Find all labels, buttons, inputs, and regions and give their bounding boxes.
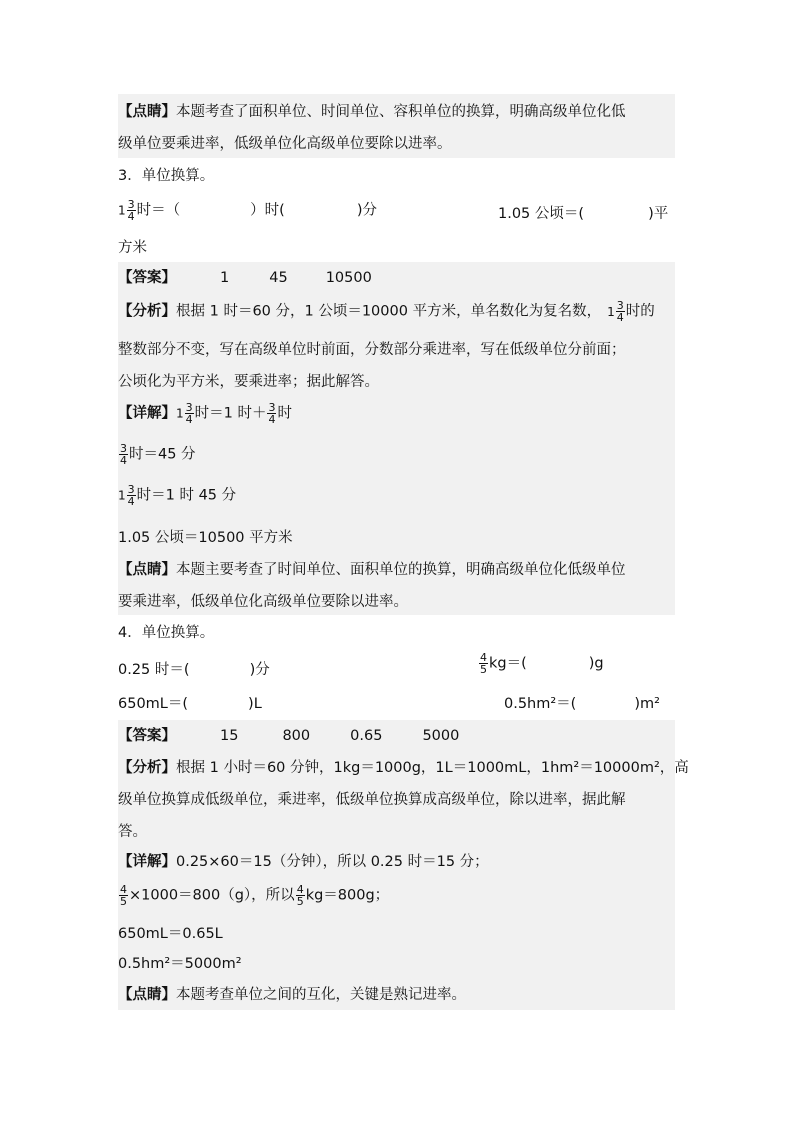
prev-dianjing-line-2 — [118, 134, 452, 154]
fraction-den: 5 — [480, 663, 487, 676]
q3-analysis-3 — [118, 372, 379, 392]
fraction-num: 3 — [616, 299, 624, 312]
fraction-den: 4 — [185, 413, 193, 426]
q4-dianjing — [118, 985, 466, 1005]
q3-text: )平 — [648, 206, 669, 222]
fraction — [479, 652, 488, 675]
answer-value: 15 — [220, 728, 239, 744]
q4-detail-4 — [118, 954, 242, 974]
fraction — [185, 402, 194, 425]
q4-text: )m² — [634, 696, 660, 712]
answer-label: 【答案】 — [118, 270, 176, 286]
analysis-text: 时的 — [625, 303, 655, 320]
q4-line-2 — [118, 694, 675, 714]
analysis-text: 级单位换算成低级单位，乘进率，低级单位换算成高级单位，除以进率，据此解 — [118, 792, 626, 808]
fraction-num: 4 — [296, 883, 304, 896]
fraction — [119, 443, 128, 466]
analysis-text: 根据 1 时＝60 分，1 公顷＝10000 平方米，单名数化为复名数， — [176, 303, 602, 320]
detail-text: 650mL＝0.65L — [118, 926, 223, 942]
q4-text: )分 — [249, 662, 270, 678]
detail-text: 0.5hm²＝5000m² — [118, 956, 242, 972]
fraction — [616, 300, 625, 323]
detail-text: 0.25×60＝15（分钟），所以 0.25 时＝15 分； — [176, 854, 489, 870]
answer-label: 【答案】 — [118, 728, 176, 744]
dianjing-label: 【点睛】 — [118, 104, 176, 120]
q3-analysis-2 — [118, 340, 626, 360]
detail-label: 【详解】 — [118, 854, 176, 870]
fraction-den: 4 — [127, 495, 135, 508]
mixed-whole: 1 — [176, 406, 184, 421]
q3-detail-1 — [118, 402, 292, 432]
q4-text: )g — [588, 655, 604, 672]
q4-analysis-3 — [118, 822, 147, 842]
mixed-whole: 1 — [607, 304, 615, 319]
detail-text: 时＝1 时 45 分 — [136, 487, 237, 504]
analysis-text: 整数部分不变，写在高级单位时前面，分数部分乘进率，写在低级单位分前面； — [118, 342, 626, 358]
analysis-text: 答。 — [118, 824, 147, 840]
detail-text: ×1000＝800（g），所以 — [129, 887, 295, 904]
answer-value: 10500 — [325, 270, 372, 286]
q4-analysis-1 — [118, 758, 689, 778]
q4-title — [118, 623, 214, 643]
q3-text: 时＝（ — [136, 202, 181, 219]
q3-line-1 — [118, 199, 675, 229]
fraction-num: 3 — [120, 442, 127, 455]
fraction-num: 3 — [268, 401, 276, 414]
detail-text: kg＝800g； — [305, 887, 390, 904]
q3-title — [118, 166, 214, 186]
detail-text: 时＝1 时＋ — [194, 405, 267, 422]
q3-line-2 — [118, 238, 147, 258]
q4-answer — [118, 726, 459, 746]
answer-value: 0.65 — [350, 728, 383, 744]
dianjing-text: 本题考查了面积单位、时间单位、容积单位的换算，明确高级单位化低 — [176, 104, 626, 120]
dianjing-text: 本题主要考查了时间单位、面积单位的换算，明确高级单位化低级单位 — [176, 562, 626, 578]
mixed-whole: 1 — [118, 488, 126, 503]
q4-text: 0.25 时＝( — [118, 662, 190, 678]
fraction — [127, 484, 136, 507]
q4-detail-3 — [118, 924, 223, 944]
fraction-den: 4 — [120, 454, 127, 467]
q4-detail-1 — [118, 852, 489, 872]
fraction — [267, 402, 276, 425]
fraction-num: 3 — [127, 198, 135, 211]
fraction-num: 3 — [185, 401, 193, 414]
dianjing-text: 要乘进率，低级单位化高级单位要除以进率。 — [118, 594, 408, 610]
analysis-label: 【分析】 — [118, 760, 176, 776]
fraction-den: 5 — [296, 895, 304, 908]
q3-right-part — [498, 204, 668, 224]
fraction-den: 4 — [268, 413, 276, 426]
mixed-whole: 1 — [118, 203, 126, 218]
q3-detail-4 — [118, 528, 293, 548]
detail-text: 时＝45 分 — [129, 446, 196, 463]
answer-value: 45 — [269, 270, 288, 286]
q3-analysis-1 — [118, 300, 655, 330]
q4-title-text: 4．单位换算。 — [118, 625, 215, 641]
q4-part-2 — [478, 652, 604, 675]
q4-line-1 — [118, 652, 675, 686]
prev-dianjing-line-1 — [118, 102, 626, 122]
q3-detail-2 — [118, 443, 196, 473]
dianjing-text: 本题考查单位之间的互化，关键是熟记进率。 — [176, 987, 466, 1003]
q4-text: kg＝( — [489, 655, 527, 672]
fraction-den: 4 — [127, 210, 135, 223]
answer-value: 5000 — [422, 728, 460, 744]
detail-text: 时 — [277, 405, 292, 422]
dianjing-label: 【点睛】 — [118, 562, 176, 578]
answer-value: 1 — [220, 270, 230, 286]
fraction-num: 4 — [120, 883, 127, 896]
q3-text: 1.05 公顷＝( — [498, 206, 585, 222]
fraction-den: 5 — [120, 895, 127, 908]
fraction-den: 4 — [616, 311, 624, 324]
analysis-text: 公顷化为平方米，要乘进率；据此解答。 — [118, 374, 379, 390]
detail-text: 1.05 公顷＝10500 平方米 — [118, 530, 293, 546]
detail-label: 【详解】 — [118, 405, 176, 422]
analysis-text: 根据 1 小时＝60 分钟，1kg＝1000g，1L＝1000mL，1hm²＝10000m²，高 — [176, 760, 689, 776]
q3-dianjing-1 — [118, 560, 626, 580]
dianjing-label: 【点睛】 — [118, 987, 176, 1003]
q4-analysis-2 — [118, 790, 626, 810]
fraction — [119, 884, 128, 907]
q3-title-text: 3．单位换算。 — [118, 168, 215, 184]
q4-part-1 — [118, 660, 270, 680]
fraction-num: 3 — [127, 483, 135, 496]
q4-text: 650mL＝( — [118, 696, 189, 712]
q4-text: )L — [248, 696, 262, 712]
analysis-label: 【分析】 — [118, 303, 176, 320]
dianjing-text: 级单位要乘进率，低级单位化高级单位要除以进率。 — [118, 136, 452, 152]
fraction-num: 4 — [480, 651, 487, 664]
fraction — [296, 884, 305, 907]
q4-part-4 — [504, 694, 660, 714]
q3-text: 方米 — [118, 240, 147, 256]
q3-answer — [118, 268, 372, 288]
q4-detail-2 — [118, 884, 389, 914]
q4-text: 0.5hm²＝( — [504, 696, 577, 712]
q3-text: ）时( — [250, 202, 285, 219]
q3-dianjing-2 — [118, 592, 408, 612]
q3-text: )分 — [356, 202, 377, 219]
fraction — [127, 199, 136, 222]
answer-value: 800 — [282, 728, 311, 744]
q3-detail-3 — [118, 484, 236, 514]
